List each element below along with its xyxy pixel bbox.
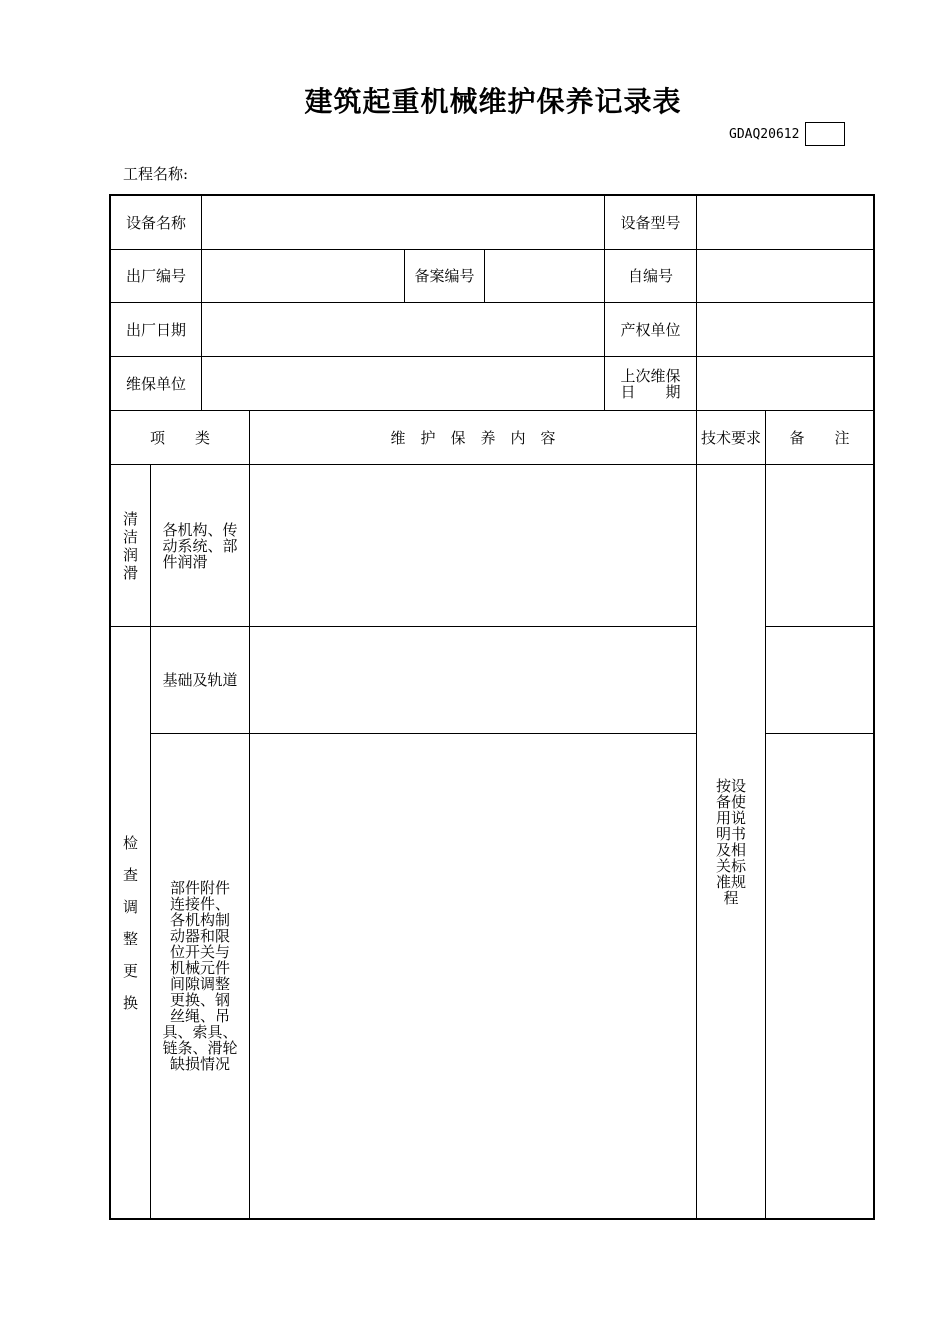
maintenance-unit-label: 维保单位 <box>125 374 186 393</box>
equipment-name-field[interactable] <box>202 196 604 249</box>
record-no-label: 备案编号 <box>414 267 475 285</box>
cleaning-char: 洁 <box>122 527 138 546</box>
project-name-label: 工程名称: <box>123 165 189 183</box>
factory-date-label: 出厂日期 <box>125 320 186 339</box>
form-title: 建筑起重机械维护保养记录表 <box>304 85 682 118</box>
foundation-content-field[interactable] <box>250 627 696 733</box>
self-no-label: 自编号 <box>627 267 673 285</box>
last-maintenance-date-field[interactable] <box>697 357 873 410</box>
content-header: 维 护 保 养 内 容 <box>390 428 556 447</box>
inspection-char: 调 <box>122 897 138 916</box>
category-header: 项 类 <box>149 428 210 447</box>
self-no-field[interactable] <box>697 250 873 302</box>
components-remarks-field[interactable] <box>766 734 873 1218</box>
factory-date-field[interactable] <box>202 303 604 356</box>
owner-field[interactable] <box>697 303 873 356</box>
equipment-name-label: 设备名称 <box>125 213 186 232</box>
tech-req-header: 技术要求 <box>700 428 761 447</box>
foundation-item: 基础及轨道 <box>162 671 238 689</box>
foundation-remarks-field[interactable] <box>766 627 873 733</box>
cleaning-char: 润 <box>122 545 138 564</box>
cleaning-category <box>111 465 150 626</box>
cleaning-content-field[interactable] <box>250 465 696 626</box>
components-content-field[interactable] <box>250 734 696 1218</box>
form-code-box[interactable] <box>805 122 845 146</box>
maintenance-unit-field[interactable] <box>202 357 604 410</box>
factory-no-field[interactable] <box>202 250 404 302</box>
last-maintenance-date-label: 上次维保 日 期 <box>620 366 681 401</box>
inspection-char: 更 <box>122 961 138 980</box>
cleaning-item: 各机构、传 动系统、部 件润滑 <box>162 520 238 571</box>
equipment-model-label: 设备型号 <box>620 213 681 232</box>
cleaning-remarks-field[interactable] <box>766 465 873 626</box>
factory-no-label: 出厂编号 <box>125 267 186 285</box>
inspection-category <box>111 627 150 1218</box>
cleaning-char: 清 <box>122 509 138 528</box>
inspection-char: 检 <box>122 833 138 852</box>
inspection-char: 查 <box>122 865 138 884</box>
cleaning-char: 滑 <box>122 563 138 582</box>
owner-label: 产权单位 <box>620 320 681 339</box>
inspection-char: 整 <box>122 929 138 948</box>
remarks-header: 备 注 <box>789 428 850 447</box>
equipment-model-field[interactable] <box>697 196 873 249</box>
tech-req-text: 按设 备使 用说 明书 及相 关标 准规 程 <box>715 776 746 907</box>
form-code: GDAQ20612 <box>729 127 800 142</box>
components-item: 部件附件 连接件、 各机构制 动器和限 位开关与 机械元件 间隙调整 更换、钢 丝绳、吊 具、索具、 链条、滑轮 缺损情况 <box>162 879 238 1073</box>
record-no-field[interactable] <box>485 250 604 302</box>
inspection-char: 换 <box>122 993 138 1012</box>
